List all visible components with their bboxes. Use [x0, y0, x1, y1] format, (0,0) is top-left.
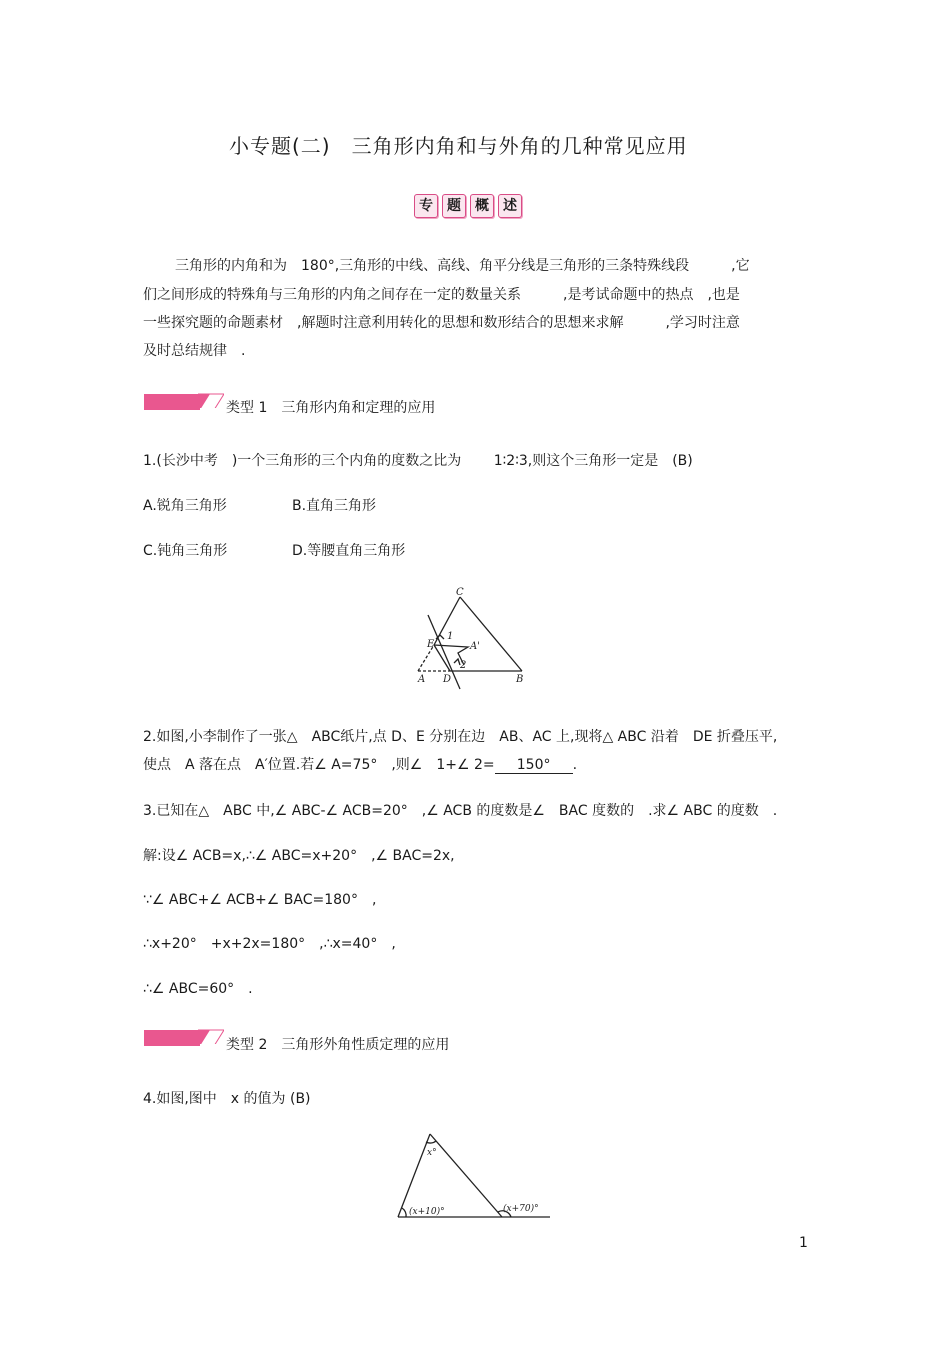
question-4: 4.如图,图中 x 的值为 (B)	[143, 1091, 311, 1107]
fig-label: x°	[427, 1148, 437, 1158]
badge-char: 专	[414, 194, 438, 218]
intro-line: 们之间形成的特殊角与三角形的内角之间存在一定的数量关系 ,是考试命题中的热点 ,也是	[143, 287, 740, 303]
option-b: B.直角三角形	[292, 498, 377, 514]
intro-line: 一些探究题的命题素材 ,解题时注意利用转化的思想和数形结合的思想来求解 ,学习时注意	[143, 315, 740, 331]
badge-char: 述	[498, 194, 522, 218]
type-tag-bar	[144, 1030, 200, 1046]
figure-exterior-angle	[390, 1128, 555, 1223]
solution-line: ∴∠ ABC=60° .	[143, 981, 253, 997]
solution-line: 解:设∠ ACB=x,∴∠ ABC=x+20° ,∠ BAC=2x,	[143, 848, 455, 864]
type-tag-tail	[198, 1028, 224, 1044]
type-heading: 类型 1 三角形内角和定理的应用	[226, 400, 436, 416]
question-2-line2	[143, 754, 577, 774]
type-tag-bar	[144, 394, 200, 410]
page-number: 1	[799, 1235, 808, 1251]
question-2-line1: 2.如图,小李制作了一张△ ABC纸片,点 D、E 分别在边 AB、AC 上,现将△ ABC 沿着 DE 折叠压平,	[143, 729, 778, 745]
question-2-end: .	[572, 757, 578, 773]
badge-char: 概	[470, 194, 494, 218]
answer-blank: 150°	[495, 757, 573, 774]
figure-2-labels	[409, 1148, 539, 1217]
fig-label: A'	[470, 641, 480, 652]
fig-label: 1	[447, 631, 454, 642]
fig-label: C	[456, 587, 464, 598]
fig-label: A	[418, 674, 426, 685]
option-c: C.钝角三角形	[143, 543, 228, 559]
fig-label: (x+70)°	[503, 1204, 539, 1214]
badge-char: 题	[442, 194, 466, 218]
figure-1-labels	[417, 587, 523, 685]
question-2-text: 使点 A 落在点 A′位置.若∠ A=75° ,则∠ 1+∠ 2=	[143, 757, 495, 773]
option-d: D.等腰直角三角形	[292, 543, 406, 559]
solution-line: ∵∠ ABC+∠ ACB+∠ BAC=180° ,	[143, 892, 377, 908]
page-title: 小专题(二) 三角形内角和与外角的几种常见应用	[229, 134, 688, 158]
figure-fold-triangle	[410, 585, 540, 690]
fig-label: E	[427, 639, 435, 650]
fig-label: D	[443, 674, 452, 685]
type-tag-tail	[198, 392, 224, 408]
intro-line: 三角形的内角和为 180°,三角形的中线、高线、角平分线是三角形的三条特殊线段 ,它	[175, 258, 750, 274]
fig-label: (x+10)°	[409, 1207, 445, 1217]
fig-label: B	[516, 674, 524, 685]
section-badge	[414, 194, 526, 218]
question-3: 3.已知在△ ABC 中,∠ ABC-∠ ACB=20° ,∠ ACB 的度数是∠ BAC 度数的 .求∠ ABC 的度数 .	[143, 803, 778, 819]
type-heading: 类型 2 三角形外角性质定理的应用	[226, 1037, 450, 1053]
solution-line: ∴x+20° +x+2x=180° ,∴x=40° ,	[143, 936, 396, 952]
option-a: A.锐角三角形	[143, 498, 227, 514]
intro-line: 及时总结规律 .	[143, 343, 246, 359]
question-1: 1.(长沙中考 )一个三角形的三个内角的度数之比为 1∶2∶3,则这个三角形一定是 (B)	[143, 453, 693, 469]
fig-label: 2	[460, 660, 467, 671]
